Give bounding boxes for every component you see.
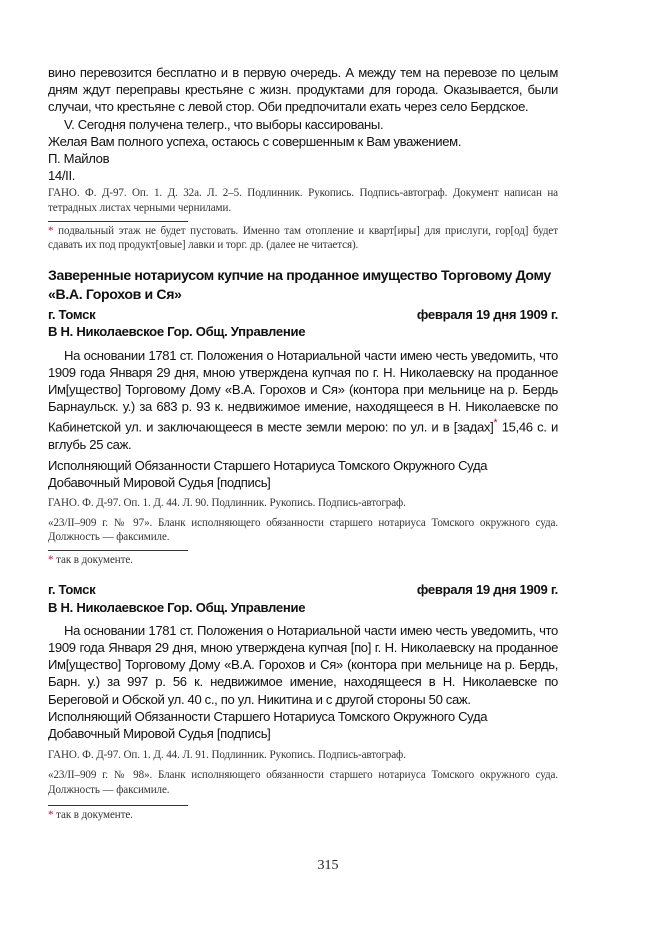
doc1-header-row bbox=[48, 306, 558, 323]
doc1-signatory-name: Добавочный Мировой Судья [подпись] bbox=[48, 475, 271, 491]
footnote-text: подвальный этаж не будет пустовать. Именно там отопление и кварт[иры] для прислуги, гор[од] будет сдавать их под продукт[овые] лавки и торг. др. (далее не читается). bbox=[48, 224, 558, 252]
footnote-marker: * bbox=[48, 224, 54, 237]
doc2-header-row bbox=[48, 581, 558, 598]
doc1-body-text: На основании 1781 ст. Положения о Нотариальной части имею честь уведомить, что 1909 года Января 29 дня, мною утверждена купчая по г. Н. Николаевску на проданное Им[ущество] Торговому Дому «В.А. Горохов и Ся» (контора при мельнице на р. Бердь Барнаульск. у.) за 683 р. 93 к. недвижимое имение, находящееся в Н. Николаевске по Кабинетской ул. и заключающееся в месте земли мерою: по ул. и в [задах] bbox=[48, 347, 558, 435]
letter-closing: Желая Вам полного успеха, остаюсь с совершенным к Вам уважением. bbox=[48, 133, 462, 149]
page-number: 315 bbox=[317, 858, 339, 873]
section-title: Заверенные нотариусом купчие на проданное имущество Торговому Дому «В.А. Горохов и Ся» bbox=[48, 267, 551, 303]
letter-signature: П. Майлов bbox=[48, 151, 110, 167]
doc1-stamp-note: «23/II–909 г. № 97». Бланк исполняющего обязанности старшего нотариуса Томского окружного суда. Должность — факсимиле. bbox=[48, 516, 558, 544]
doc1-footnote-text: так в документе. bbox=[53, 554, 133, 567]
doc1-footnote-marker: * bbox=[493, 417, 498, 430]
doc1-addressee: В Н. Николаевское Гор. Общ. Управление bbox=[48, 324, 306, 340]
archive-reference: ГАНО. Ф. Д-97. Оп. 1. Д. 32а. Л. 2–5. Подлинник. Рукопись. Подпись-автограф. Документ написан на тетрадных листах черными чернилами. bbox=[48, 187, 558, 214]
doc1-archive-reference: ГАНО. Ф. Д-97. Оп. 1. Д. 44. Л. 90. Подлинник. Рукопись. Подпись-автограф. bbox=[48, 496, 406, 509]
doc2-footnote-star: * bbox=[48, 808, 54, 821]
doc2-footnote-text: так в документе. bbox=[53, 808, 133, 821]
doc1-city: г. Томск bbox=[48, 307, 96, 323]
doc1-footnote-star: * bbox=[48, 554, 54, 567]
doc2-addressee: В Н. Николаевское Гор. Общ. Управление bbox=[48, 599, 306, 615]
footnote bbox=[48, 224, 558, 252]
doc2-archive-reference: ГАНО. Ф. Д-97. Оп. 1. Д. 44. Л. 91. Подлинник. Рукопись. Подпись-автограф. bbox=[48, 749, 406, 762]
doc1-date: февраля 19 дня 1909 г. bbox=[416, 307, 558, 323]
doc2-signatory-name: Добавочный Мировой Судья [подпись] bbox=[48, 726, 271, 742]
doc1-footnote bbox=[48, 553, 558, 567]
doc2-body: На основании 1781 ст. Положения о Нотариальной части имею честь уведомить, что 1909 года Января 29 дня, мною утверждена купчая [по] г. Н. Николаевску на проданное Им[ущество] Торговому Дому «В.А. Горохов и Ся» (контора при мельнице на р. Бердь, Барн. у.) за 997 р. 56 к. недвижимое имение, находящееся в Н. Николаевске по Береговой и Обской ул. 40 с., по ул. Никитина и с другой стороны 50 саж. bbox=[48, 622, 558, 707]
doc1-body bbox=[48, 347, 558, 454]
doc1-signatory-title: Исполняющий Обязанности Старшего Нотариуса Томского Окружного Суда bbox=[48, 458, 488, 474]
doc2-footnote bbox=[48, 808, 558, 822]
letter-paragraph-2: V. Сегодня получена телегр., что выборы кассированы. bbox=[64, 116, 384, 132]
letter-date: 14/II. bbox=[48, 168, 76, 184]
doc1-body-end: 15,46 с. и вглубь 25 саж. bbox=[48, 419, 558, 453]
doc2-city: г. Томск bbox=[48, 582, 96, 598]
doc2-signatory-title: Исполняющий Обязанности Старшего Нотариуса Томского Окружного Суда bbox=[48, 708, 488, 724]
doc2-date: февраля 19 дня 1909 г. bbox=[416, 582, 558, 598]
doc2-stamp-note: «23/II–909 г. № 98». Бланк исполняющего обязанности старшего нотариуса Томского окружного суда. Должность — факсимиле. bbox=[48, 769, 558, 796]
letter-paragraph-1: вино перевозится бесплатно и в первую очередь. А между тем на перевозе по целым дням ждут переправы крестьяне с жизн. продуктами для города. Оказывается, были случаи, что крестьяне с левой стор. Оби предпочитали ехать через село Бердское. bbox=[48, 65, 558, 115]
page-content bbox=[48, 64, 558, 822]
